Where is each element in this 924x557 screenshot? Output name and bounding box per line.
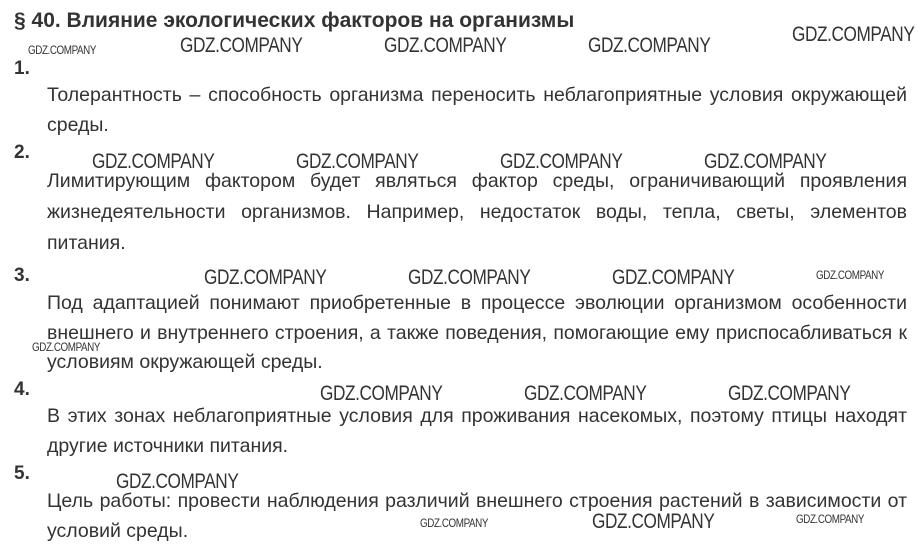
- watermark: GDZ.COMPANY: [384, 34, 507, 57]
- answer-number-2: 2.: [14, 142, 30, 163]
- watermark: GDZ.COMPANY: [180, 34, 303, 57]
- watermark: GDZ.COMPANY: [116, 470, 239, 493]
- answer-text-2: Лимитирующим фактором будет являться фактор среды, ограничивающий проявления жизнедеятельности организмов. Например, недостаток воды, тепла, светы, элементов питания.: [47, 170, 907, 254]
- watermark: GDZ.COMPANY: [704, 150, 827, 173]
- watermark: GDZ.COMPANY: [32, 340, 101, 354]
- watermark: GDZ.COMPANY: [588, 34, 711, 57]
- watermark: GDZ.COMPANY: [612, 266, 735, 289]
- answer-number-1: 1.: [14, 58, 30, 79]
- answer-number-3: 3.: [14, 265, 30, 286]
- watermark: GDZ.COMPANY: [792, 23, 915, 46]
- answer-text-4: В этих зонах неблагоприятные условия для проживания насекомых, поэтому птицы находят другие источники питания.: [47, 405, 907, 457]
- watermark: GDZ.COMPANY: [500, 150, 623, 173]
- watermark: GDZ.COMPANY: [816, 268, 885, 282]
- watermark: GDZ.COMPANY: [204, 266, 327, 289]
- answer-text-3: Под адаптацией понимают приобретенные в процессе эволюции организмом особенности внешнего и внутреннего строения, а также поведения, помогающие ему приспосабливаться к условиям окружающей среды.: [47, 292, 907, 373]
- answer-number-4: 4.: [14, 379, 30, 400]
- watermark: GDZ.COMPANY: [524, 382, 647, 405]
- watermark: GDZ.COMPANY: [320, 382, 443, 405]
- watermark: GDZ.COMPANY: [796, 512, 865, 526]
- answer-text-1: Толерантность – способность организма переносить неблагоприятные условия окружающей среды.: [47, 84, 907, 136]
- answer-number-5: 5.: [14, 463, 30, 484]
- watermark: GDZ.COMPANY: [408, 266, 531, 289]
- page-title: § 40. Влияние экологических факторов на организмы: [14, 9, 575, 32]
- watermark: GDZ.COMPANY: [28, 43, 97, 57]
- watermark: GDZ.COMPANY: [296, 150, 419, 173]
- answer-text-5: Цель работы: провести наблюдения различий внешнего строения растений в зависимости от условий среды.: [47, 490, 907, 542]
- watermark: GDZ.COMPANY: [592, 510, 715, 533]
- watermark: GDZ.COMPANY: [420, 516, 489, 530]
- watermark: GDZ.COMPANY: [728, 382, 851, 405]
- watermark: GDZ.COMPANY: [92, 150, 215, 173]
